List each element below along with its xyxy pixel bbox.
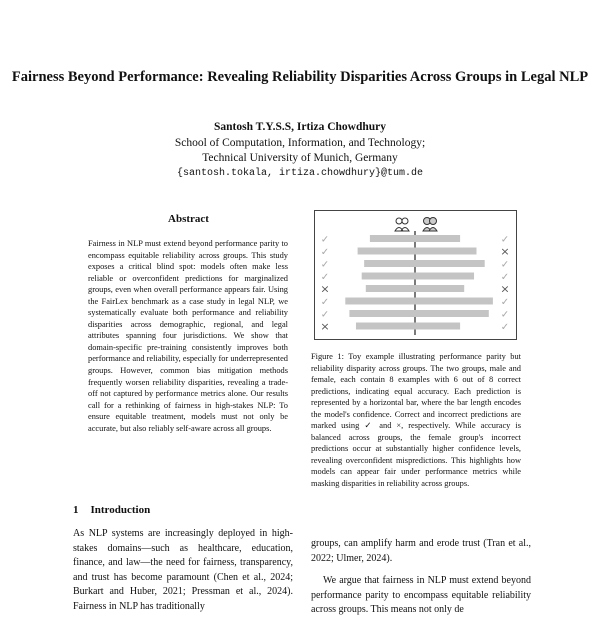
female-confidence-bar — [415, 248, 477, 255]
affiliation-line-2: Technical University of Munich, Germany — [202, 152, 398, 164]
introduction-continuation: groups, can amplify harm and erode trust (Tran et al., 2022; Ulmer, 2024). — [311, 538, 531, 564]
male-check-icon: ✓ — [320, 272, 330, 283]
male-confidence-bar — [358, 248, 415, 255]
paper-authors: Santosh T.Y.S.S, Irtiza Chowdhury — [213, 121, 387, 133]
figure-1-graphic — [315, 211, 516, 339]
female-check-icon: ✓ — [500, 297, 510, 308]
section-number: 1 — [73, 504, 79, 516]
section-heading-introduction — [73, 504, 150, 516]
female-check-icon: ✓ — [500, 309, 510, 321]
male-check-icon: ✓ — [320, 247, 330, 258]
abstract-heading: Abstract — [168, 213, 209, 225]
female-check-icon: ✓ — [500, 234, 510, 246]
female-check-icon: ✓ — [500, 272, 510, 283]
abstract-body — [88, 238, 288, 434]
female-cross-icon: × — [500, 282, 510, 296]
female-confidence-bar — [415, 235, 460, 242]
figure-1 — [314, 210, 517, 340]
female-confidence-bar — [415, 273, 474, 280]
paper-title: Fairness Beyond Performance: Revealing Reliability Disparities Across Groups in Legal NLP — [11, 69, 589, 85]
abstract-text: Fairness in NLP must extend beyond performance parity to encompass equitable reliability across groups. This study exposes a critical blind spot: models often make less reliable or overconfident predictions for marginalized groups, even when overall performance appears fair. Using the FairLex benchmark as a case study in legal NLP, we systematically evaluate both performance and reliability disparities across demographic, regional, and legal attributes spanning four jurisdictions. We show that domain-specific pre-training consistently improves both performance and reliability, especially for underrepresented groups. However, common bias mitigation methods frequently worsen reliability disparities, revealing a trade-off not captured by performance metrics alone. Our results call for a rethinking of fairness in high-stakes NLP: To ensure equitable treatment, models must not only be accurate, but also reliably self-aware across all groups. — [88, 239, 288, 433]
male-confidence-bar — [370, 235, 415, 242]
author-emails: {santosh.tokala, irtiza.chowdhury}@tum.de — [176, 168, 424, 179]
affiliation-block — [0, 136, 600, 181]
female-check-icon: ✓ — [500, 322, 510, 333]
section-title: Introduction — [90, 504, 151, 516]
figure-1-caption: Figure 1: Toy example illustrating performance parity but reliability disparity across groups. The two groups, male and female, each contain 8 examples with 6 out of 8 correct predictions, indicating equal accuracy. Each prediction is represented by a horizontal bar, where the bar length encodes the model's confidence. Correct and incorrect predictions are marked using ✓ and ×, respectively. While accuracy is balanced across groups, the female group's incorrect predictions occur at substantially higher confidence levels, revealing overconfident mispredictions. This highlights how models can appear fair under performance metrics while masking disparities in reliability across groups. — [311, 352, 521, 488]
male-check-icon: ✓ — [320, 297, 330, 308]
female-cross-icon: × — [500, 245, 510, 258]
introduction-right-column — [311, 537, 531, 618]
male-cross-icon: × — [320, 320, 330, 333]
male-confidence-bar — [362, 273, 415, 280]
male-confidence-bar — [356, 323, 415, 330]
affiliation-line-1: School of Computation, Information, and Technology; — [174, 137, 426, 149]
female-confidence-bar — [415, 285, 464, 292]
male-cross-icon: × — [320, 282, 330, 296]
male-confidence-bar — [364, 260, 415, 267]
male-check-icon: ✓ — [320, 259, 330, 271]
introduction-left-column — [73, 527, 293, 614]
female-confidence-bar — [415, 310, 489, 317]
male-confidence-bar — [349, 310, 415, 317]
female-check-icon: ✓ — [500, 259, 510, 271]
female-confidence-bar — [415, 323, 460, 330]
male-check-icon: ✓ — [320, 309, 330, 321]
male-group-icon — [395, 218, 409, 231]
female-group-icon — [423, 218, 437, 232]
introduction-paragraph: As NLP systems are increasingly deployed in high-stakes domains—such as healthcare, education, finance, and law—the need for fairness, transparency, and trust has become paramount (Chen et al., 2024; Burkart and Huber, 2021; Pressman et al., 2024). Fairness in NLP has traditionally — [73, 528, 293, 612]
introduction-paragraph-2: We argue that fairness in NLP must extend beyond performance parity to encompass equitable reliability across groups. This means not only de — [311, 575, 531, 615]
male-confidence-bar — [366, 285, 415, 292]
male-check-icon: ✓ — [320, 234, 330, 246]
female-confidence-bar — [415, 298, 493, 305]
female-confidence-bar — [415, 260, 485, 267]
male-confidence-bar — [345, 298, 415, 305]
